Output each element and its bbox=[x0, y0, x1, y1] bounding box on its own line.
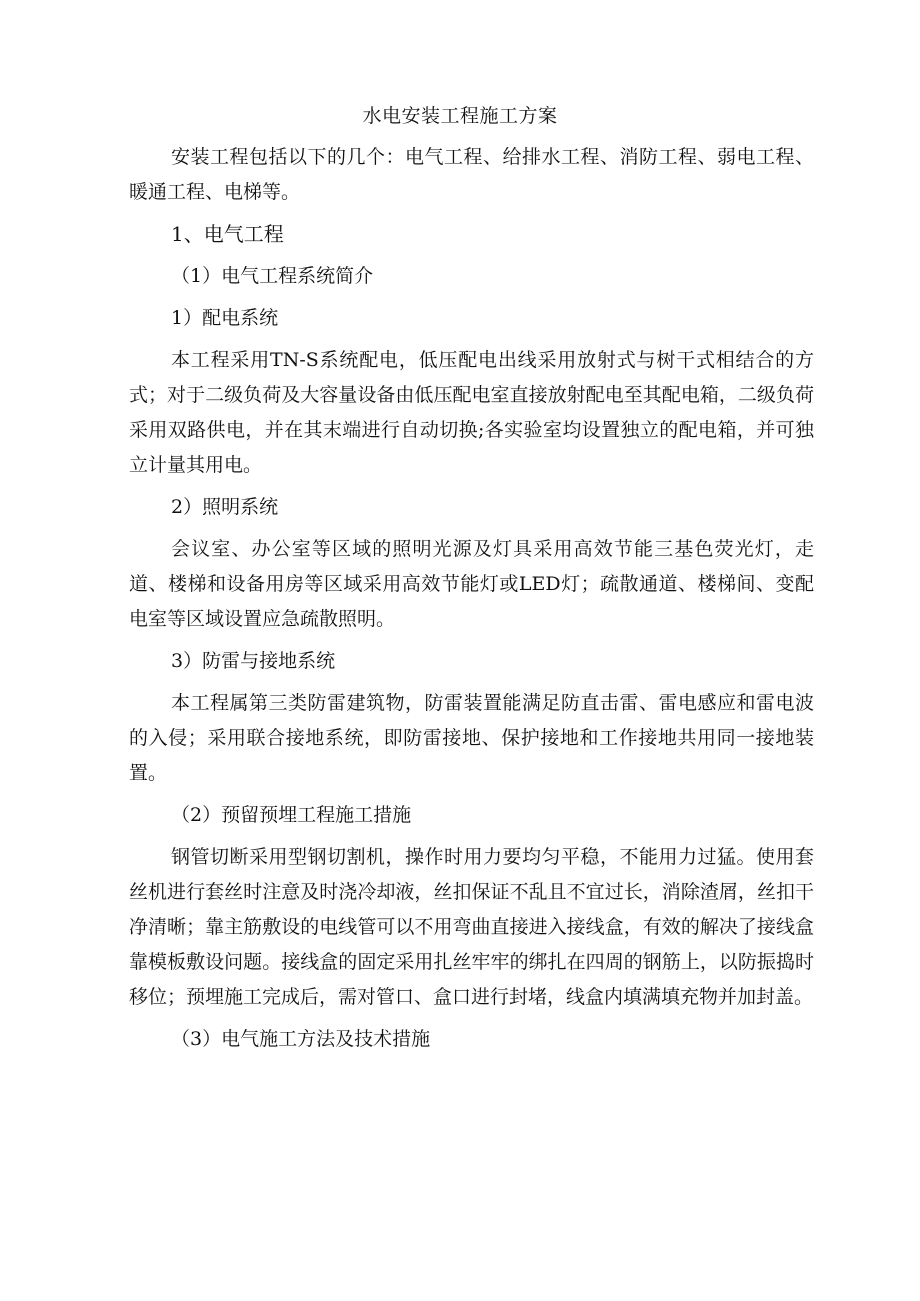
document-body bbox=[129, 140, 814, 1064]
power-distribution-paragraph: 本工程采用TN-S系统配电，低压配电出线采用放射式与树干式相结合的方式；对于二级负荷及大容量设备由低压配电室直接放射配电至其配电箱，二级负荷采用双路供电，并在其末端进行自动切换;各实验室均设置独立的配电箱，并可独立计量其用电。 bbox=[129, 349, 814, 476]
document-title: 水电安装工程施工方案 bbox=[362, 105, 558, 127]
section-heading-electrical: 1、电气工程 bbox=[171, 222, 284, 246]
lightning-grounding-paragraph: 本工程属第三类防雷建筑物，防雷装置能满足防直击雷、雷电感应和雷电波的入侵；采用联合接地系统，即防雷接地、保护接地和工作接地共用同一接地装置。 bbox=[129, 692, 814, 784]
subsection-heading-system-intro: （1）电气工程系统简介 bbox=[171, 265, 374, 287]
lighting-paragraph: 会议室、办公室等区域的照明光源及灯具采用高效节能三基色荧光灯，走道、楼梯和设备用房等区域采用高效节能灯或LED灯；疏散通道、楼梯间、变配电室等区域设置应急疏散照明。 bbox=[129, 538, 814, 630]
subsection-heading-embedding: （2）预留预埋工程施工措施 bbox=[171, 804, 412, 826]
item-heading-power-distribution: 1）配电系统 bbox=[171, 307, 279, 329]
embedding-paragraph: 钢管切断采用型钢切割机，操作时用力要均匀平稳，不能用力过猛。使用套丝机进行套丝时注意及时浇冷却液，丝扣保证不乱且不宜过长，消除渣屑，丝扣干净清晰；靠主筋敷设的电线管可以不用弯曲直接进入接线盒，有效的解决了接线盒靠模板敷设问题。接线盒的固定采用扎丝牢牢的绑扎在四周的钢筋上，以防振捣时移位；预埋施工完成后，需对管口、盒口进行封堵，线盒内填满填充物并加封盖。 bbox=[129, 846, 814, 1008]
subsection-heading-construction-methods: （3）电气施工方法及技术措施 bbox=[171, 1028, 431, 1050]
item-heading-lightning-grounding: 3）防雷与接地系统 bbox=[171, 650, 336, 672]
intro-paragraph: 安装工程包括以下的几个：电气工程、给排水工程、消防工程、弱电工程、暖通工程、电梯等。 bbox=[129, 146, 814, 203]
item-heading-lighting: 2）照明系统 bbox=[171, 496, 279, 518]
